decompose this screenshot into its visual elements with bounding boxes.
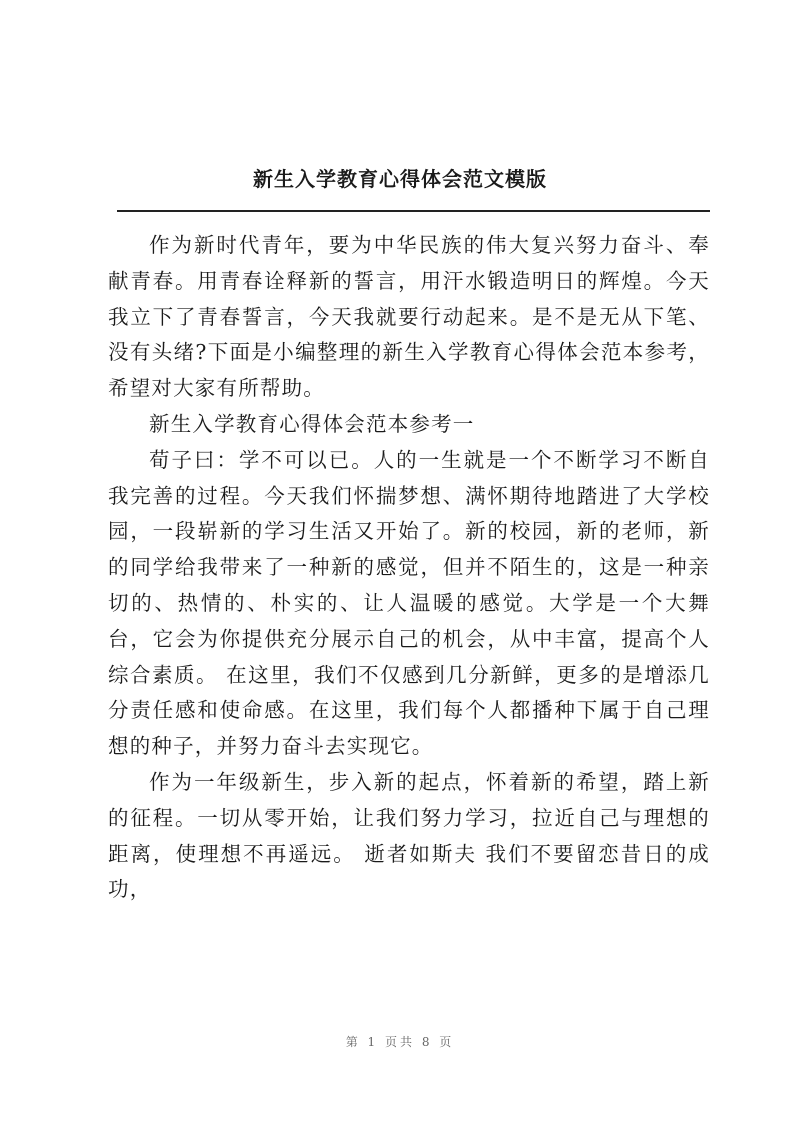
body-paragraph: 作为一年级新生，步入新的起点，怀着新的希望，踏上新的征程。一切从零开始，让我们努力学习，拉近自己与理想的距离，使理想不再遥远。 逝者如斯夫 我们不要留恋昔日的成功， bbox=[108, 769, 710, 902]
intro-paragraph: 作为新时代青年，要为中华民族的伟大复兴努力奋斗、奉献青春。用青春诠释新的誓言，用汗水锻造明日的辉煌。今天我立下了青春誓言，今天我就要行动起来。是不是无从下笔、没有头绪?下面是小编整理的新生入学教育心得体会范本参考，希望对大家有所帮助。 bbox=[108, 233, 710, 401]
title-divider bbox=[117, 210, 710, 212]
body-paragraph: 荀子曰：学不可以已。人的一生就是一个不断学习不断自我完善的过程。今天我们怀揣梦想、满怀期待地踏进了大学校园，一段崭新的学习生活又开始了。新的校园，新的老师，新的同学给我带来了一种新的感觉，但并不陌生的，这是一种亲切的、热情的、朴实的、让人温暖的感觉。大学是一个大舞台，它会为你提供充分展示自己的机会，从中丰富，提高个人综合素质。 在这里，我们不仅感到几分新鲜，更多的是增添几分责任感和使命感。在这里，我们每个人都播种下属于自己理想的种子，并努力奋斗去实现它。 bbox=[108, 447, 710, 759]
document-body bbox=[108, 228, 710, 908]
document-title: 新生入学教育心得体会范文模版 bbox=[253, 167, 547, 191]
section-heading: 新生入学教育心得体会范本参考一 bbox=[149, 411, 475, 436]
page-number: 第 1 页共 8 页 bbox=[345, 1035, 455, 1049]
